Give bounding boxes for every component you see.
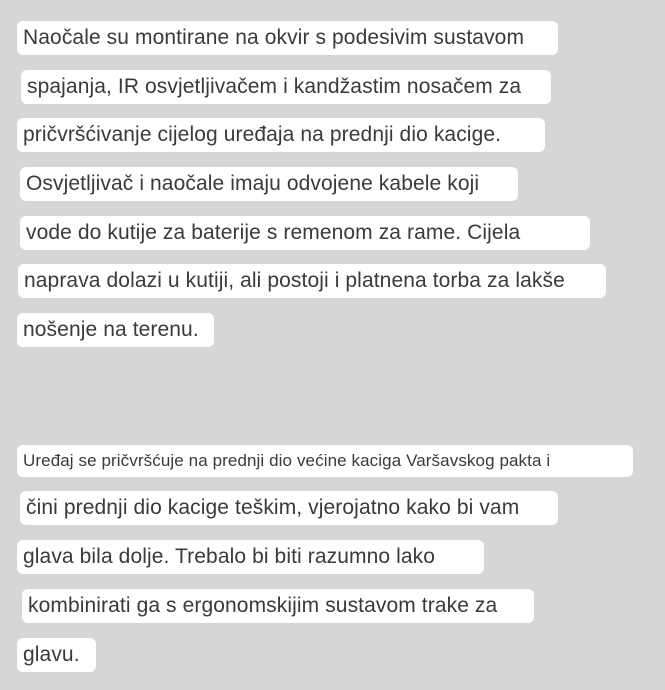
text-line: naprava dolazi u kutiji, ali postoji i platnena torba za lakše <box>18 264 606 298</box>
text-line: Uređaj se pričvršćuje na prednji dio većine kaciga Varšavskog pakta i <box>17 445 633 477</box>
text-line: nošenje na terenu. <box>17 313 214 347</box>
text-line: kombinirati ga s ergonomskijim sustavom trake za <box>22 589 534 623</box>
text-line: Naočale su montirane na okvir s podesivim sustavom <box>17 21 558 55</box>
text-line: čini prednji dio kacige teškim, vjerojatno kako bi vam <box>20 491 558 525</box>
text-line: Osvjetljivač i naočale imaju odvojene kabele koji <box>20 167 518 201</box>
text-line: glava bila dolje. Trebalo bi biti razumno lako <box>17 540 484 574</box>
text-line: vode do kutije za baterije s remenom za rame. Cijela <box>20 216 590 250</box>
text-line: pričvršćivanje cijelog uređaja na prednji dio kacige. <box>17 118 545 152</box>
text-line: spajanja, IR osvjetljivačem i kandžastim nosačem za <box>21 70 551 104</box>
text-line: glavu. <box>17 638 96 672</box>
